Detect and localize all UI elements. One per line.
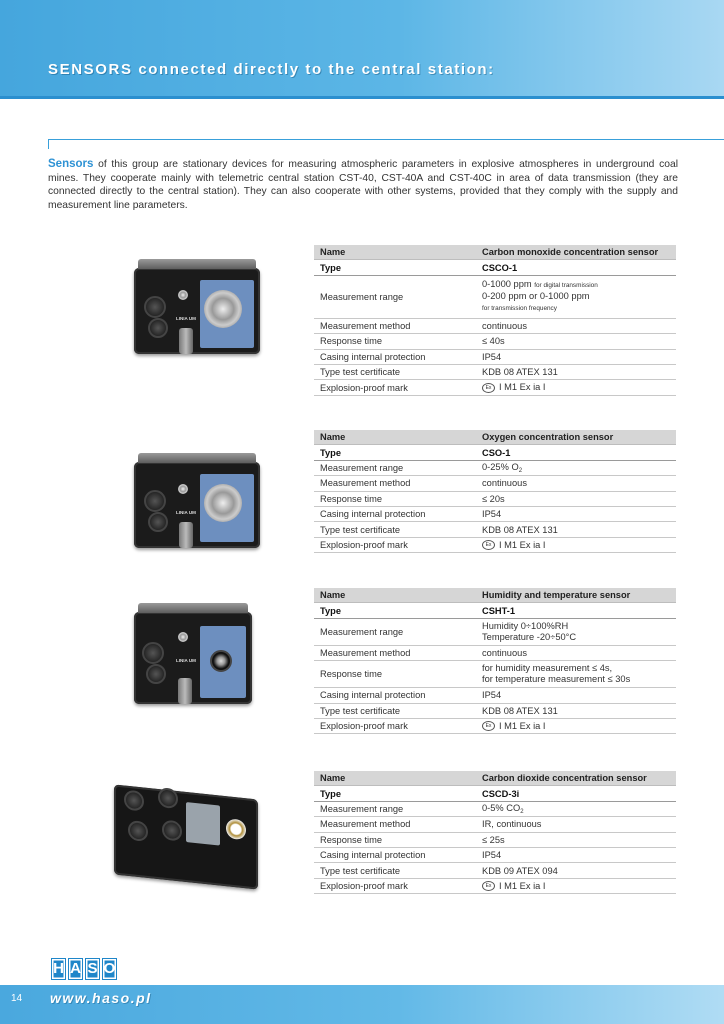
casing-label: Casing internal protection (314, 688, 476, 703)
sensor-photo-csco (134, 268, 260, 354)
sensor-name: Carbon dioxide concentration sensor (476, 771, 676, 786)
ex-mark-icon: Ex (482, 383, 495, 393)
sensor-photo-csht (134, 612, 252, 704)
page-header (0, 0, 724, 98)
mark-value (476, 878, 676, 893)
range-frequency-note: for transmission frequency (482, 305, 557, 313)
range-label: Measurement range (314, 618, 476, 645)
sensor-housing (134, 268, 260, 354)
casing-label: Casing internal protection (314, 847, 476, 862)
ex-mark-icon: Ex (482, 721, 495, 731)
sensor-connector (124, 789, 144, 811)
table-row (314, 445, 676, 460)
sensor-connector (148, 318, 168, 338)
table-row (314, 847, 676, 862)
range-label: Measurement range (314, 460, 476, 475)
casing-label: Casing internal protection (314, 349, 476, 364)
type-label: Type (314, 603, 476, 618)
method-value: continuous (476, 476, 676, 491)
sensor-line-label: LINIA UM (176, 510, 196, 515)
range-subscript: 2 (518, 467, 523, 474)
mark-text: I M1 Ex ia I (499, 880, 546, 891)
haso-logo (51, 958, 117, 980)
mark-text: I M1 Ex ia I (499, 539, 546, 550)
sensor-type: CSCD-3i (476, 786, 676, 801)
table-row (314, 491, 676, 506)
cert-label: Type test certificate (314, 863, 476, 878)
mark-text: I M1 Ex ia I (499, 382, 546, 393)
sensor-probe (210, 650, 232, 672)
range-value (476, 801, 676, 816)
sensor-photo-cso (134, 462, 260, 548)
cert-label: Type test certificate (314, 364, 476, 379)
type-label: Type (314, 786, 476, 801)
sensor-housing (134, 462, 260, 548)
sensor-connector (142, 642, 164, 664)
page-title: SENSORS connected directly to the central station: (48, 61, 495, 78)
mark-value (476, 537, 676, 552)
sensor-housing (134, 612, 252, 704)
range-value (476, 275, 676, 318)
name-label: Name (314, 588, 476, 603)
mark-value (476, 718, 676, 733)
sensor-photo-cscd (110, 782, 260, 886)
table-row (314, 817, 676, 832)
type-label: Type (314, 260, 476, 275)
method-value: continuous (476, 645, 676, 660)
type-label: Type (314, 445, 476, 460)
table-row (314, 661, 676, 688)
cert-label: Type test certificate (314, 703, 476, 718)
ex-mark-icon: Ex (482, 540, 495, 550)
table-row (314, 688, 676, 703)
table-row (314, 334, 676, 349)
sensor-cable-gland (179, 522, 193, 548)
website-link[interactable]: www.haso.pl (50, 990, 152, 1006)
mark-label: Explosion-proof mark (314, 537, 476, 552)
spec-table-csht (314, 588, 676, 734)
sensor-connector (146, 664, 166, 684)
table-row (314, 476, 676, 491)
table-row (314, 260, 676, 275)
table-row (314, 878, 676, 893)
ex-mark-icon: Ex (482, 881, 495, 891)
table-row (314, 703, 676, 718)
mark-value (476, 380, 676, 395)
table-row (314, 832, 676, 847)
cert-value: KDB 08 ATEX 131 (476, 522, 676, 537)
table-row (314, 349, 676, 364)
cert-value: KDB 09 ATEX 094 (476, 863, 676, 878)
response-label: Response time (314, 491, 476, 506)
table-row (314, 645, 676, 660)
sensor-name: Oxygen concentration sensor (476, 430, 676, 445)
name-label: Name (314, 771, 476, 786)
table-row (314, 522, 676, 537)
table-row (314, 506, 676, 521)
table-row (314, 245, 676, 260)
mark-label: Explosion-proof mark (314, 718, 476, 733)
sensor-cable-gland (179, 328, 193, 354)
table-row (314, 588, 676, 603)
method-value: continuous (476, 318, 676, 333)
spec-table-cso (314, 430, 676, 553)
name-label: Name (314, 245, 476, 260)
table-row (314, 771, 676, 786)
sensor-cap (138, 453, 256, 463)
table-row (314, 718, 676, 733)
table-row (314, 460, 676, 475)
range-humidity: Humidity 0÷100%RH (482, 620, 569, 631)
sensor-cap (138, 259, 256, 269)
sensor-type: CSO-1 (476, 445, 676, 460)
header-stripe (0, 96, 724, 99)
sensor-head (204, 484, 242, 522)
sensor-line-label: LINIA UM (176, 316, 196, 321)
range-subscript: 2 (520, 808, 524, 815)
range-label: Measurement range (314, 801, 476, 816)
intro-paragraph (48, 158, 678, 212)
table-row (314, 618, 676, 645)
cert-value: KDB 08 ATEX 131 (476, 364, 676, 379)
sensor-type: CSCO-1 (476, 260, 676, 275)
section-marker (48, 139, 724, 149)
mark-label: Explosion-proof mark (314, 878, 476, 893)
sensor-cable-gland (178, 678, 192, 704)
range-text: 0-5% CO (482, 802, 521, 813)
range-text: 0-25% O (482, 461, 519, 472)
sensor-connector (128, 820, 148, 842)
table-row (314, 786, 676, 801)
sensor-indicator (178, 632, 188, 642)
casing-value: IP54 (476, 349, 676, 364)
method-label: Measurement method (314, 318, 476, 333)
response-label: Response time (314, 661, 476, 688)
range-frequency: 0-200 ppm or 0-1000 ppm (482, 291, 590, 302)
table-row (314, 801, 676, 816)
sensor-housing (114, 784, 258, 889)
table-row (314, 275, 676, 318)
range-digital-note: for digital transmission (534, 282, 598, 290)
response-humidity: for humidity measurement ≤ 4s, (482, 663, 613, 674)
mark-label: Explosion-proof mark (314, 380, 476, 395)
intro-text: of this group are stationary devices for measuring atmospheric parameters in explosive atmospheres in underground coal mines. They cooperate mainly with telemetric central station CST-40, CST-40A and CST-40C in area of data transmission (they are connected directly to the central station). They can also cooperate with other systems, provided that they comply with the supply and measurement line parameters. (48, 159, 678, 211)
response-value (476, 661, 676, 688)
mark-text: I M1 Ex ia I (499, 720, 546, 731)
response-value: ≤ 40s (476, 334, 676, 349)
response-label: Response time (314, 832, 476, 847)
page-number: 14 (11, 993, 23, 1004)
page-footer (0, 985, 724, 1024)
sensor-name: Carbon monoxide concentration sensor (476, 245, 676, 260)
range-temperature: Temperature -20÷50°C (482, 631, 577, 642)
method-label: Measurement method (314, 476, 476, 491)
table-row (314, 863, 676, 878)
sensor-display-panel (186, 802, 220, 846)
range-label: Measurement range (314, 275, 476, 318)
sensor-head (204, 290, 242, 328)
method-label: Measurement method (314, 645, 476, 660)
logo-letter: S (85, 958, 100, 980)
sensor-connector (158, 787, 178, 809)
table-row (314, 537, 676, 552)
sensor-cap (138, 603, 248, 613)
method-value: IR, continuous (476, 817, 676, 832)
name-label: Name (314, 430, 476, 445)
table-row (314, 430, 676, 445)
sensor-type: CSHT-1 (476, 603, 676, 618)
sensor-connector (144, 490, 166, 512)
sensor-indicator (178, 484, 188, 494)
sensor-connector (144, 296, 166, 318)
casing-value: IP54 (476, 688, 676, 703)
response-value: ≤ 20s (476, 491, 676, 506)
sensor-line-label: LINIA UM (176, 658, 196, 663)
range-value (476, 618, 676, 645)
sensor-name: Humidity and temperature sensor (476, 588, 676, 603)
sensor-indicator (178, 290, 188, 300)
table-row (314, 603, 676, 618)
sensor-connector (148, 512, 168, 532)
response-value: ≤ 25s (476, 832, 676, 847)
cert-label: Type test certificate (314, 522, 476, 537)
sensor-head (226, 818, 246, 840)
range-value (476, 460, 676, 475)
casing-value: IP54 (476, 506, 676, 521)
logo-letter: H (51, 958, 66, 980)
range-digital: 0-1000 ppm (482, 279, 532, 290)
spec-table-cscd (314, 771, 676, 894)
intro-lead: Sensors (48, 158, 94, 170)
logo-letter: A (68, 958, 83, 980)
table-row (314, 318, 676, 333)
response-label: Response time (314, 334, 476, 349)
method-label: Measurement method (314, 817, 476, 832)
table-row (314, 380, 676, 395)
table-row (314, 364, 676, 379)
casing-label: Casing internal protection (314, 506, 476, 521)
spec-table-csco (314, 245, 676, 396)
logo-letter: O (102, 958, 117, 980)
response-temperature: for temperature measurement ≤ 30s (482, 674, 631, 685)
cert-value: KDB 08 ATEX 131 (476, 703, 676, 718)
sensor-connector (162, 819, 182, 841)
casing-value: IP54 (476, 847, 676, 862)
